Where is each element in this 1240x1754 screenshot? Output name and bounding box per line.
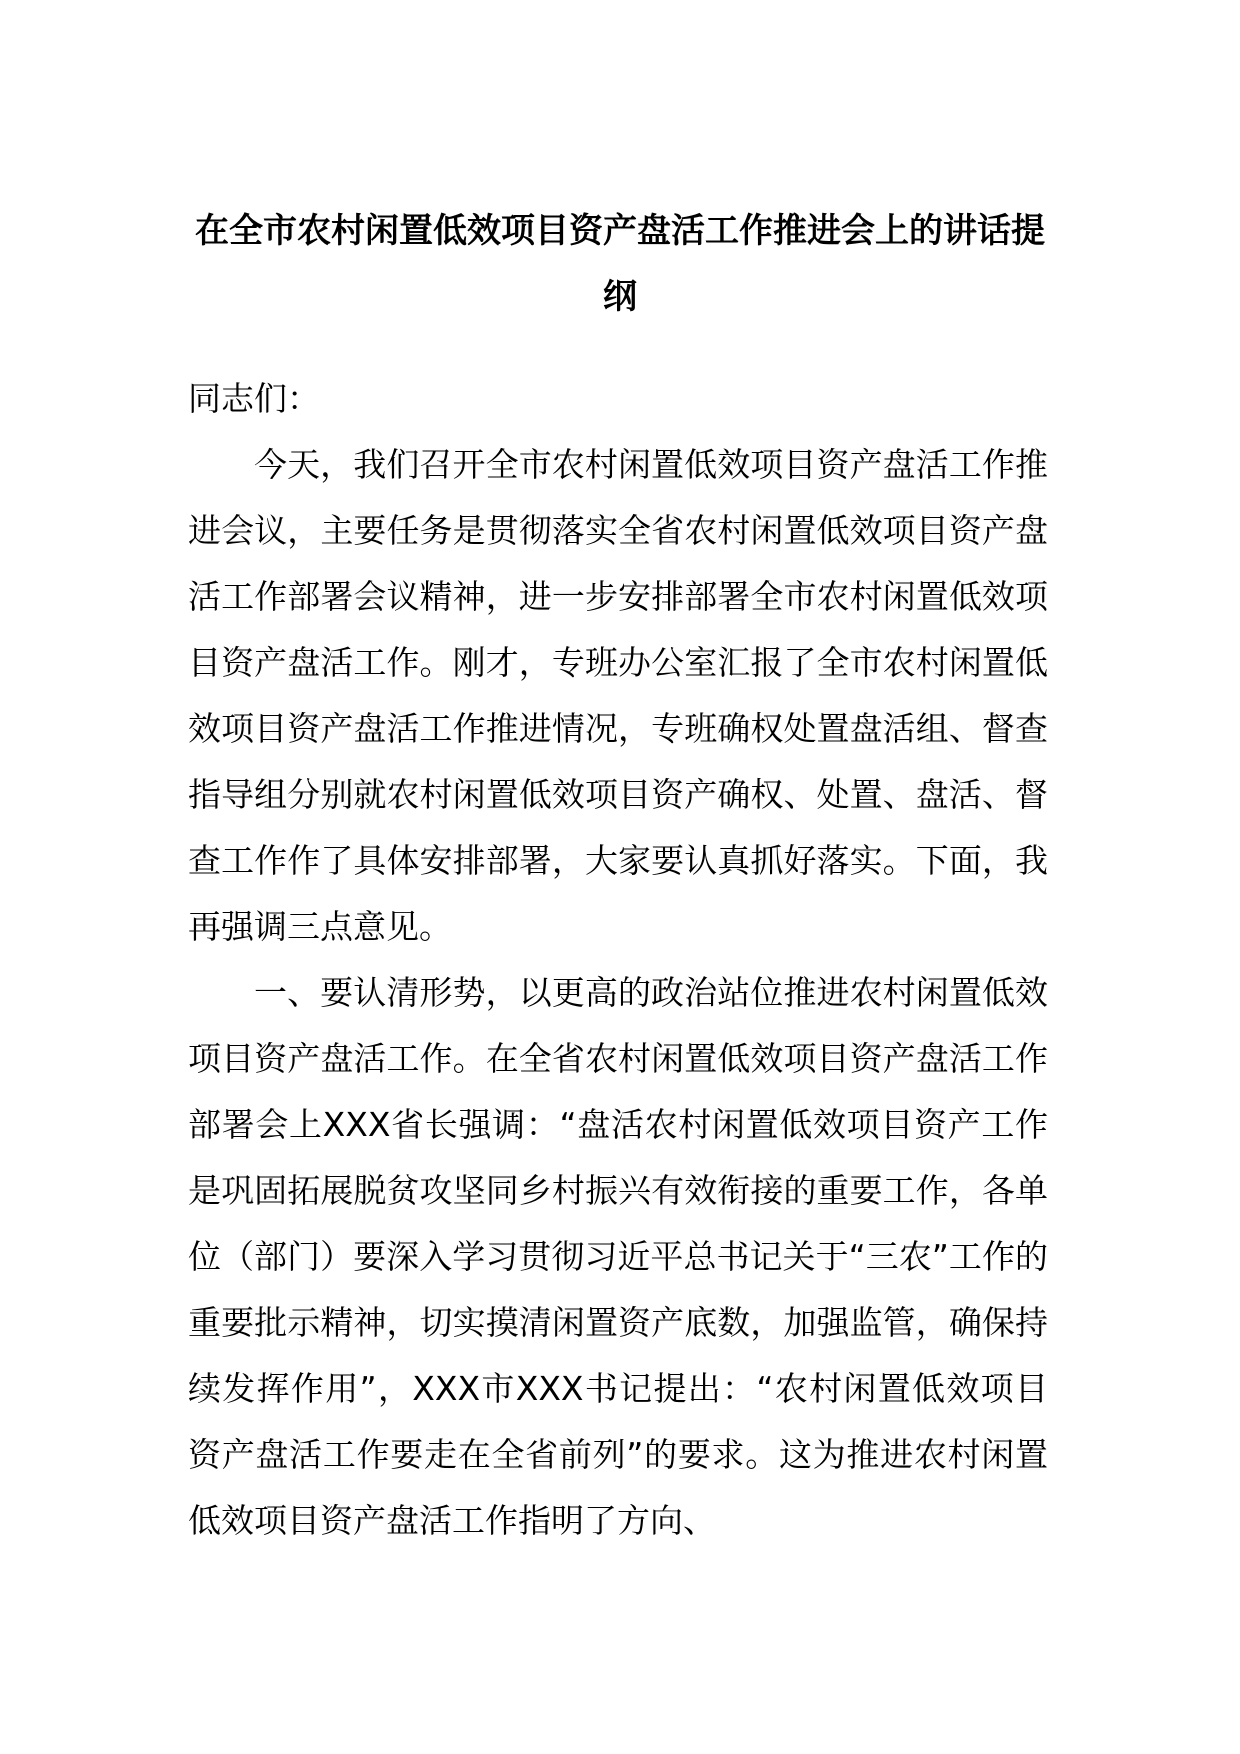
- paragraph-intro: 今天，我们召开全市农村闲置低效项目资产盘活工作推进会议，主要任务是贯彻落实全省农村闲置低效项目资产盘活工作部署会议精神，进一步安排部署全市农村闲置低效项目资产盘活工作。刚才，专班办公室汇报了全市农村闲置低效项目资产盘活工作推进情况，专班确权处置盘活组、督查指导组分别就农村闲置低效项目资产确权、处置、盘活、督查工作作了具体安排部署，大家要认真抓好落实。下面，我再强调三点意见。: [188, 445, 1048, 946]
- paragraph-point-one: 一、要认清形势，以更高的政治站位推进农村闲置低效项目资产盘活工作。在全省农村闲置低效项目资产盘活工作部署会上XXX省长强调：“盘活农村闲置低效项目资产工作是巩固拓展脱贫攻坚同乡村振兴有效衔接的重要工作，各单位（部门）要深入学习贯彻习近平总书记关于“三农”工作的重要批示精神，切实摸清闲置资产底数，加强监管，确保持续发挥作用”，XXX市XXX书记提出：“农村闲置低效项目资产盘活工作要走在全省前列”的要求。这为推进农村闲置低效项目资产盘活工作指明了方向、: [188, 973, 1048, 1540]
- document-body: [188, 432, 1048, 1554]
- document-title: 在全市农村闲置低效项目资产盘活工作推进会上的讲话提纲: [195, 211, 1045, 317]
- salutation: 同志们：: [188, 379, 320, 418]
